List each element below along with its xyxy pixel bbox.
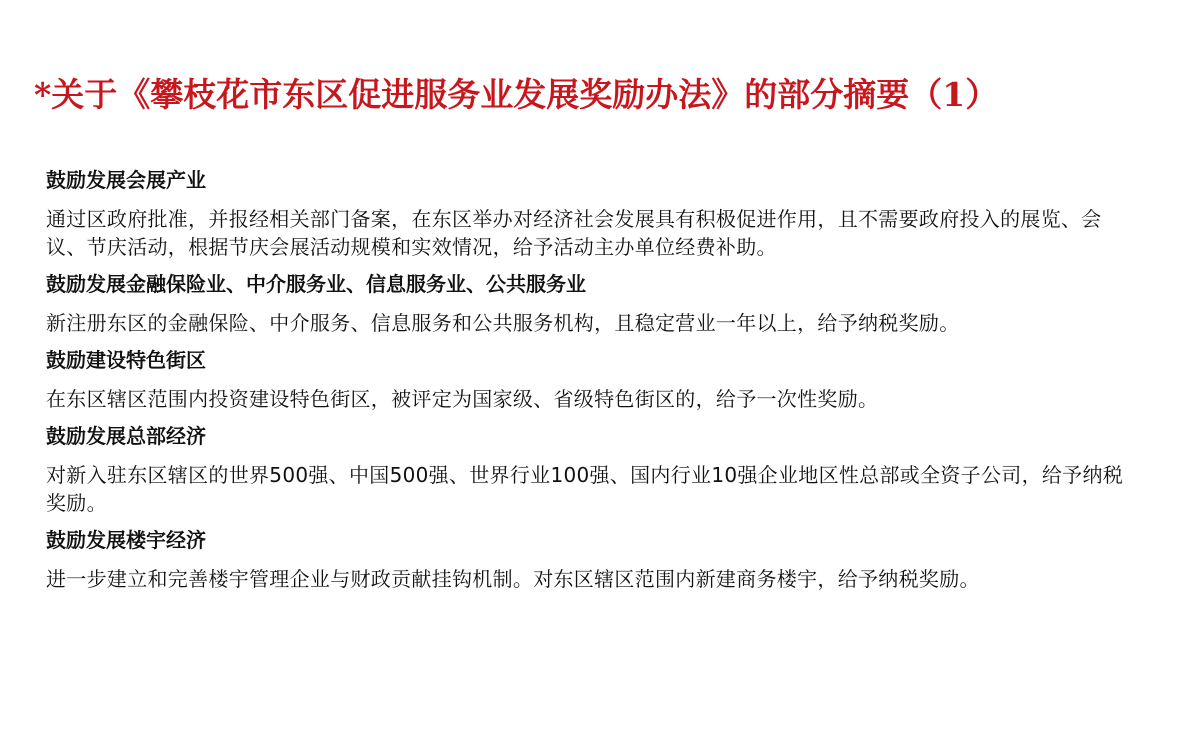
section-body: 通过区政府批准，并报经相关部门备案，在东区举办对经济社会发展具有积极促进作用，且不需要政府投入的展览、会议、节庆活动，根据节庆会展活动规模和实效情况，给予活动主办单位经费补助。 — [46, 207, 1102, 259]
section-heading: 鼓励建设特色街区 — [46, 348, 206, 372]
summary-content — [46, 165, 1136, 601]
section-headquarters-economy — [46, 421, 1136, 517]
section-body: 进一步建立和完善楼宇管理企业与财政贡献挂钩机制。对东区辖区范围内新建商务楼宇，给予纳税奖励。 — [46, 567, 980, 591]
section-heading: 鼓励发展总部经济 — [46, 424, 206, 448]
page-title: *关于《攀枝花市东区促进服务业发展奖励办法》的部分摘要（1） — [34, 75, 999, 114]
section-body: 对新入驻东区辖区的世界500强、中国500强、世界行业100强、国内行业10强企业地区性总部或全资子公司，给予纳税奖励。 — [46, 463, 1124, 515]
section-body: 在东区辖区范围内投资建设特色街区，被评定为国家级、省级特色街区的，给予一次性奖励。 — [46, 387, 879, 411]
section-featured-streets — [46, 345, 1136, 413]
section-heading: 鼓励发展金融保险业、中介服务业、信息服务业、公共服务业 — [46, 272, 586, 296]
section-building-economy — [46, 525, 1136, 593]
section-finance-services — [46, 269, 1136, 337]
section-body: 新注册东区的金融保险、中介服务、信息服务和公共服务机构，且稳定营业一年以上，给予纳税奖励。 — [46, 311, 960, 335]
section-heading: 鼓励发展楼宇经济 — [46, 528, 206, 552]
section-heading: 鼓励发展会展产业 — [46, 168, 206, 192]
section-convention-industry — [46, 165, 1136, 261]
